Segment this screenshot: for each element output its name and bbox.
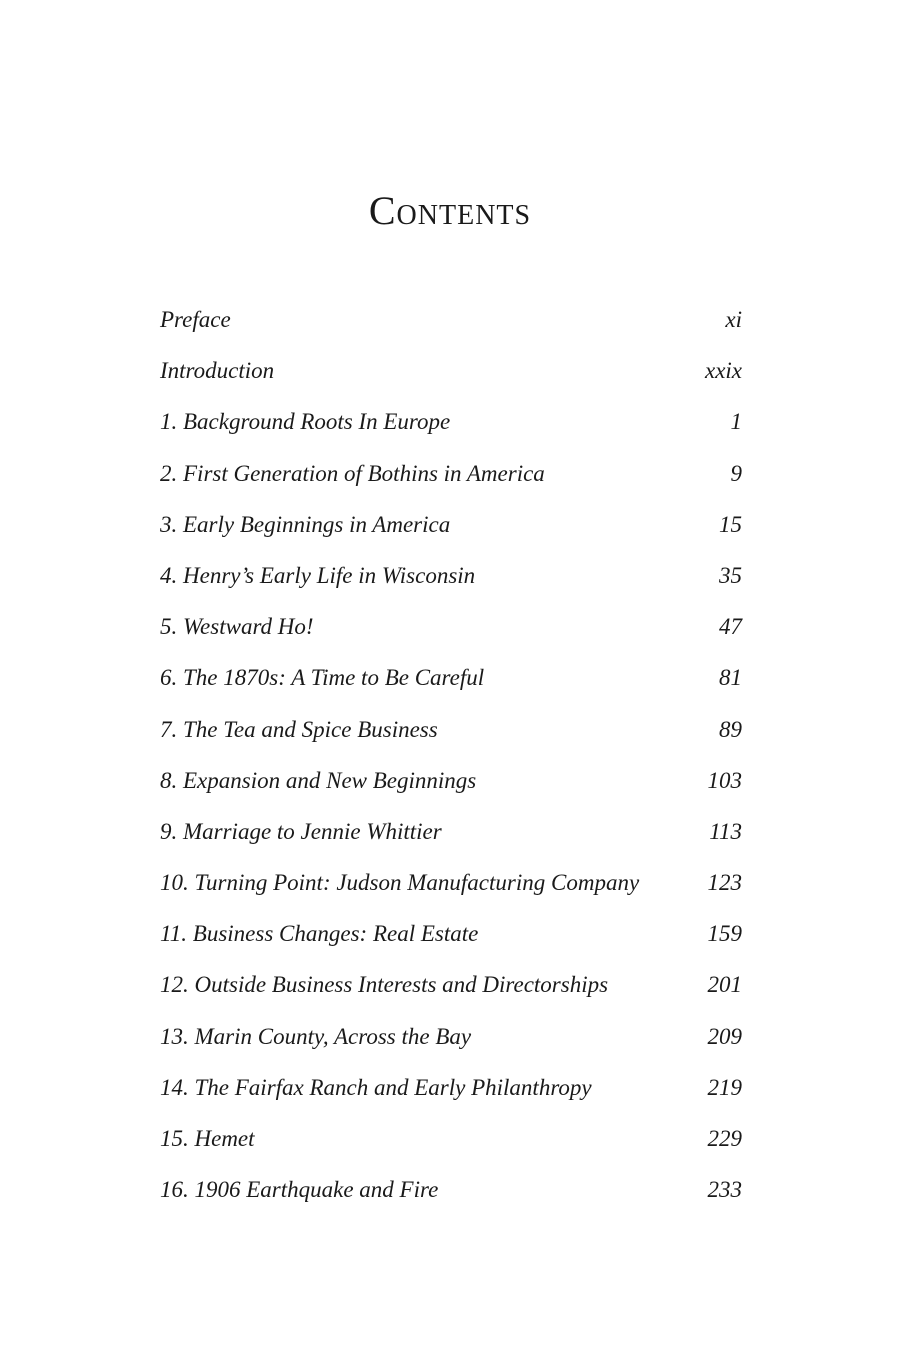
toc-entry-page-number: 113 (709, 818, 742, 844)
toc-entry-page-number: 89 (719, 716, 742, 742)
toc-entry-label: 11. Business Changes: Real Estate (160, 921, 479, 947)
toc-entry-chapter-15 (160, 1117, 742, 1168)
toc-entry-chapter-14 (160, 1066, 742, 1117)
toc-entry-chapter-4 (160, 554, 742, 605)
toc-entry-label: 7. The Tea and Spice Business (160, 716, 438, 742)
toc-entry-chapter-11 (160, 912, 742, 963)
toc-entry-label: 16. 1906 Earthquake and Fire (160, 1177, 439, 1203)
toc-entry-label: 10. Turning Point: Judson Manufacturing Company (160, 870, 640, 896)
toc-entry-chapter-8 (160, 759, 742, 810)
toc-entry-label: 4. Henry’s Early Life in Wisconsin (160, 562, 476, 588)
toc-entry-label: 8. Expansion and New Beginnings (160, 767, 477, 793)
toc-entry-page-number: xi (725, 307, 742, 332)
toc-entry-page-number: 233 (707, 1177, 742, 1203)
toc-entry-page-number: 81 (719, 665, 742, 691)
toc-entry-page-number: 219 (707, 1074, 742, 1100)
toc-entry-label: Preface (160, 307, 231, 332)
toc-entry-page-number: 1 (730, 409, 742, 435)
toc-entry-label: 3. Early Beginnings in America (160, 511, 451, 537)
toc-entry-chapter-9 (160, 810, 742, 861)
toc-entry-chapter-1 (160, 400, 742, 451)
toc-entry-label: 13. Marin County, Across the Bay (160, 1023, 472, 1049)
toc-entry-label: 12. Outside Business Interests and Directorships (160, 972, 609, 998)
page-title: Contents (368, 188, 532, 233)
toc-entry-page-number: 35 (719, 562, 742, 588)
toc-entry-chapter-6 (160, 656, 742, 707)
toc-entry-chapter-10 (160, 861, 742, 912)
toc-entry-chapter-5 (160, 605, 742, 656)
toc-entry-page-number: 229 (707, 1126, 742, 1151)
toc-entry-label: 2. First Generation of Bothins in America (160, 460, 545, 486)
toc-entry-chapter-16 (160, 1168, 742, 1219)
toc-entry-preface (160, 298, 742, 349)
toc-entry-chapter-7 (160, 708, 742, 759)
toc-entry-chapter-2 (160, 452, 742, 503)
toc-entry-label: 14. The Fairfax Ranch and Early Philanthropy (160, 1074, 592, 1100)
toc-entry-label: 6. The 1870s: A Time to Be Careful (160, 665, 485, 691)
toc-entry-page-number: 15 (719, 511, 742, 537)
toc-entry-chapter-3 (160, 503, 742, 554)
toc-entry-page-number: xxix (704, 358, 742, 384)
toc-entry-chapter-13 (160, 1015, 742, 1066)
toc-entry-page-number: 9 (730, 460, 742, 486)
toc-entry-label: 5. Westward Ho! (160, 614, 314, 640)
toc-entry-page-number: 103 (707, 767, 742, 793)
toc-entry-page-number: 47 (719, 614, 742, 640)
toc-entry-label: 15. Hemet (160, 1126, 255, 1151)
toc-entry-page-number: 123 (707, 870, 742, 896)
toc-entry-label: 1. Background Roots In Europe (160, 409, 451, 435)
toc-entry-page-number: 209 (707, 1023, 742, 1049)
toc-entry-introduction (160, 349, 742, 400)
toc-entry-page-number: 201 (707, 972, 742, 998)
toc-entry-label: 9. Marriage to Jennie Whittier (160, 818, 442, 844)
table-of-contents (160, 298, 742, 1219)
toc-entry-page-number: 159 (707, 921, 742, 947)
toc-entry-label: Introduction (160, 358, 275, 384)
toc-entry-chapter-12 (160, 963, 742, 1014)
